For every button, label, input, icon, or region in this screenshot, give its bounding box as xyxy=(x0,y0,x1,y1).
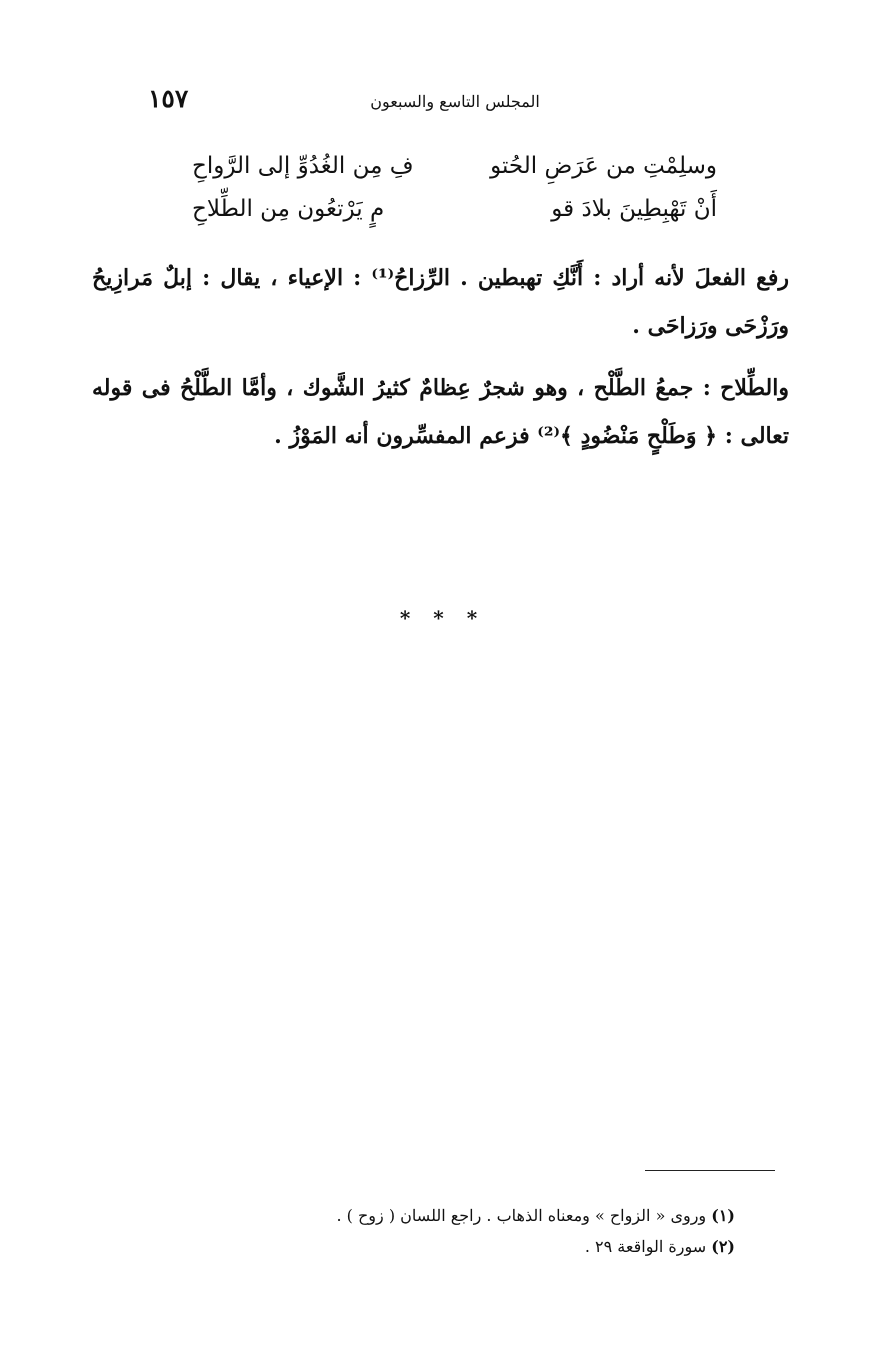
verse-2-first-hemistich: أَنْ تَهْبِطِينَ بلادَ قو xyxy=(551,196,717,222)
commentary-paragraph-2: والطِّلاح : جمعُ الطَّلْح ، وهو شجرٌ عِظامٌ كثيرُ الشَّوك ، وأمَّا الطَّلْحُ فى قوله تعالى : ﴿ وَطَلْحٍ مَنْضُودٍ ﴾⁽²⁾ فزعم المفسِّرون أنه المَوْزُ . xyxy=(92,375,789,449)
footnote-2 xyxy=(585,1237,735,1256)
section-separator: * * * xyxy=(399,606,486,630)
footnote-rule xyxy=(645,1170,775,1171)
footnote-1-text: وروى « الزواح » ومعناه الذهاب . راجع اللسان ( زوح ) . xyxy=(336,1206,707,1225)
verse-1-second-hemistich: فِ مِن الغُدُوِّ إلى الرَّواحِ xyxy=(192,153,414,179)
footnote-2-text: سورة الواقعة ٢٩ . xyxy=(584,1237,707,1256)
footnote-1 xyxy=(336,1206,735,1225)
running-head: المجلس التاسع والسبعون xyxy=(370,92,540,111)
commentary-paragraph-1: رفع الفعلَ لأنه أراد : أَنَّكِ تهبطين . الرِّزاحُ⁽¹⁾ : الإعياء ، يقال : إبلٌ مَرازِيحُ ورَزْحَى ورَزاحَى . xyxy=(92,265,789,339)
verse-1-first-hemistich: وسلِمْتِ من عَرَضِ الحُتو xyxy=(490,153,717,179)
footnote-1-number: (١) xyxy=(711,1206,735,1225)
verse-2-second-hemistich: مٍ يَرْتعُون مِن الطِّلاحِ xyxy=(192,196,385,222)
footnote-2-number: (٢) xyxy=(711,1237,735,1256)
page-number: ١٥٧ xyxy=(148,84,189,113)
